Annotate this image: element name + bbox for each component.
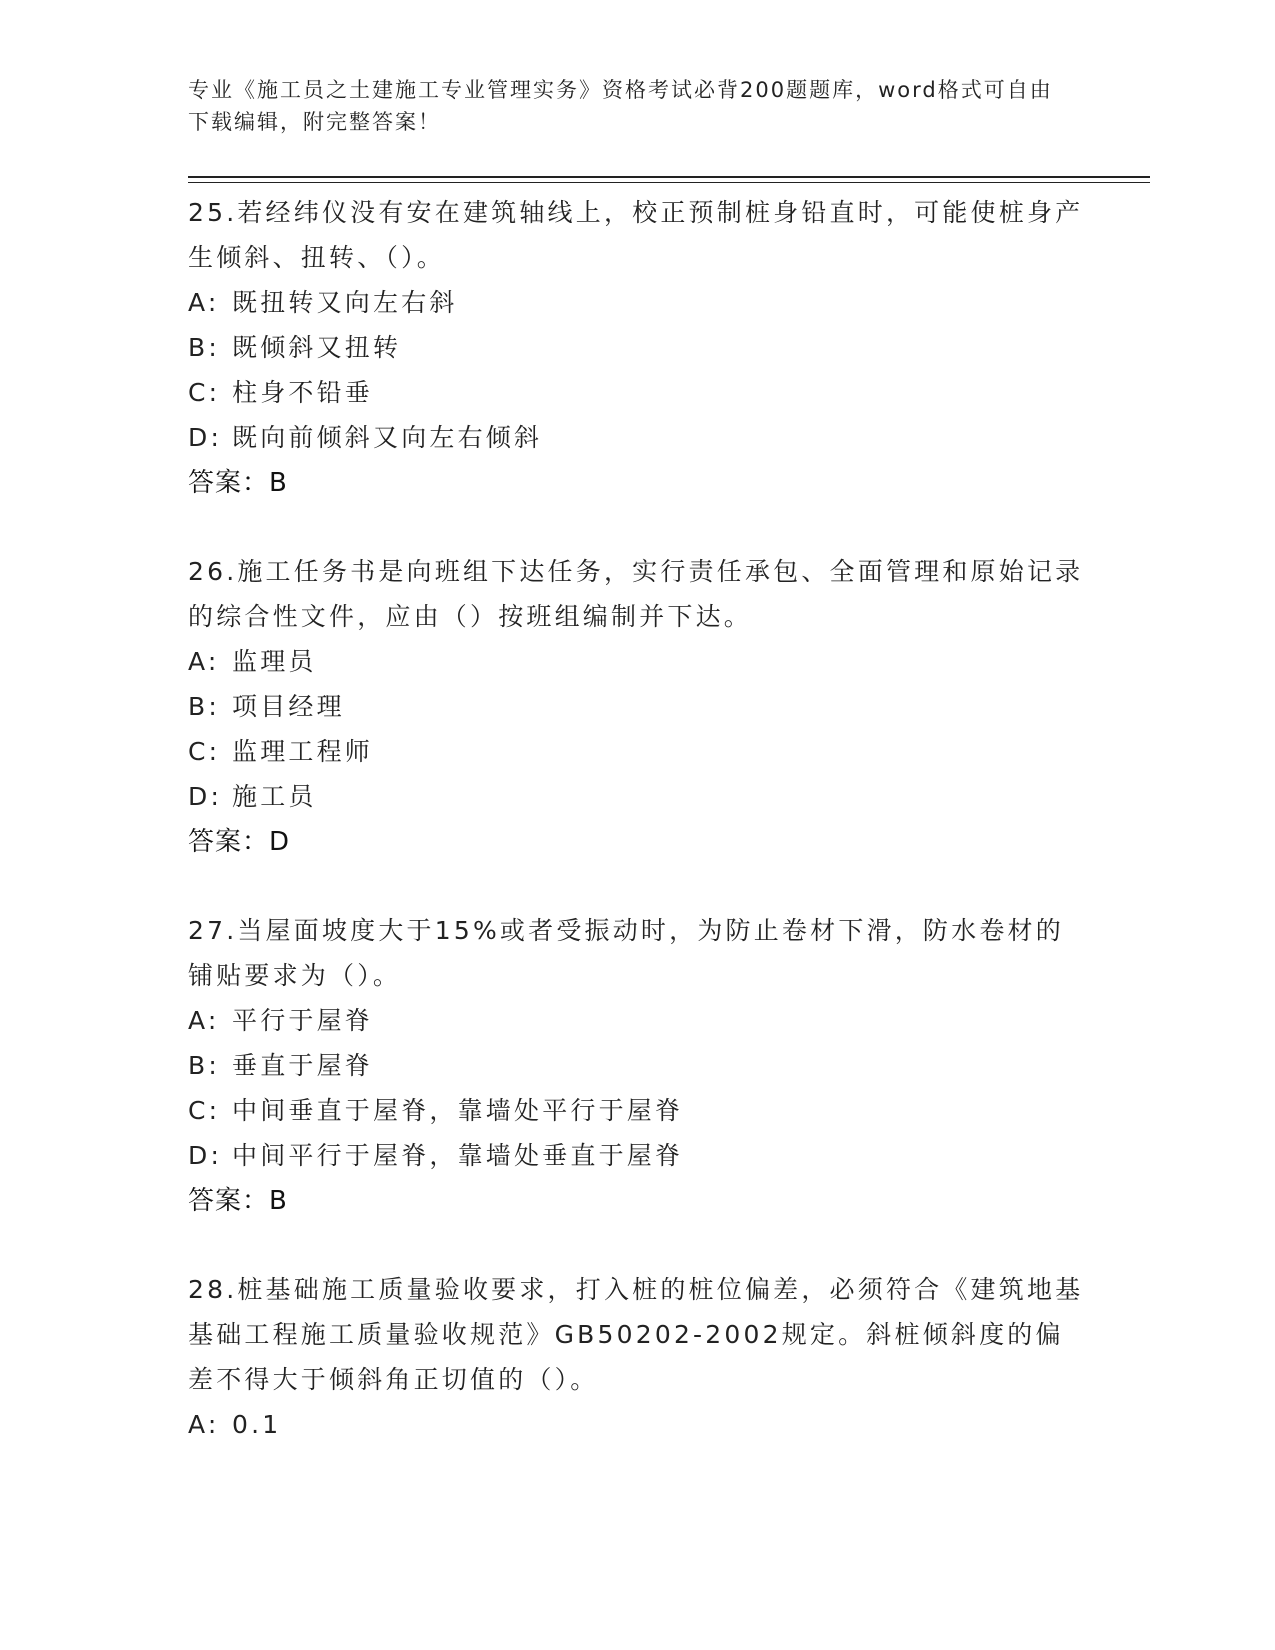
option-text: 施工员	[232, 782, 317, 811]
option-key: A:	[188, 1410, 220, 1439]
option-text: 平行于屋脊	[232, 1006, 374, 1035]
option-key: A:	[188, 288, 220, 317]
option-text: 监理工程师	[232, 737, 374, 766]
option-c	[188, 1088, 1088, 1133]
option-b	[188, 325, 1088, 370]
option-c	[188, 729, 1088, 774]
option-key: D:	[188, 782, 223, 811]
option-key: C:	[188, 378, 221, 407]
question-28	[188, 1267, 1088, 1447]
option-c	[188, 370, 1088, 415]
question-25	[188, 190, 1088, 506]
option-text: 项目经理	[232, 692, 345, 721]
option-key: C:	[188, 1096, 221, 1125]
option-key: C:	[188, 737, 221, 766]
option-d	[188, 1133, 1088, 1178]
option-text: 既扭转又向左右斜	[232, 288, 458, 317]
header-divider-thin	[188, 182, 1150, 183]
option-a	[188, 998, 1088, 1043]
option-a	[188, 639, 1088, 684]
option-text: 0.1	[232, 1410, 282, 1439]
option-b	[188, 684, 1088, 729]
option-key: A:	[188, 647, 220, 676]
option-d	[188, 415, 1088, 460]
option-text: 监理员	[232, 647, 317, 676]
question-26	[188, 549, 1088, 865]
option-a	[188, 1402, 1088, 1447]
option-text: 中间平行于屋脊，靠墙处垂直于屋脊	[232, 1141, 684, 1170]
option-text: 既向前倾斜又向左右倾斜	[232, 423, 543, 452]
option-b	[188, 1043, 1088, 1088]
option-a	[188, 280, 1088, 325]
option-text: 中间垂直于屋脊，靠墙处平行于屋脊	[232, 1096, 684, 1125]
option-key: D:	[188, 1141, 223, 1170]
option-key: D:	[188, 423, 223, 452]
answer-line: 答案：B	[188, 1186, 288, 1216]
option-text: 柱身不铅垂	[232, 378, 374, 407]
option-text: 既倾斜又扭转	[232, 333, 402, 362]
option-text: 垂直于屋脊	[232, 1051, 374, 1080]
header-divider-thick	[188, 176, 1150, 178]
document-header: 专业《施工员之土建施工专业管理实务》资格考试必背200题题库，word格式可自由下载编辑，附完整答案！	[188, 78, 1053, 134]
question-list	[188, 190, 1088, 1490]
option-key: B:	[188, 333, 220, 362]
question-stem: 27.当屋面坡度大于15%或者受振动时，为防止卷材下滑，防水卷材的铺贴要求为（）。	[188, 916, 1064, 990]
option-key: B:	[188, 692, 220, 721]
question-stem: 28.桩基础施工质量验收要求，打入桩的桩位偏差，必须符合《建筑地基基础工程施工质量验收规范》GB50202-2002规定。斜桩倾斜度的偏差不得大于倾斜角正切值的（）。	[188, 1275, 1084, 1394]
question-stem: 26.施工任务书是向班组下达任务，实行责任承包、全面管理和原始记录的综合性文件，应由（）按班组编制并下达。	[188, 557, 1084, 631]
option-key: B:	[188, 1051, 220, 1080]
question-stem: 25.若经纬仪没有安在建筑轴线上，校正预制桩身铅直时，可能使桩身产生倾斜、扭转、（）。	[188, 198, 1084, 272]
answer-line: 答案：D	[188, 827, 291, 857]
option-key: A:	[188, 1006, 220, 1035]
option-d	[188, 774, 1088, 819]
question-27	[188, 908, 1088, 1224]
answer-line: 答案：B	[188, 468, 288, 498]
